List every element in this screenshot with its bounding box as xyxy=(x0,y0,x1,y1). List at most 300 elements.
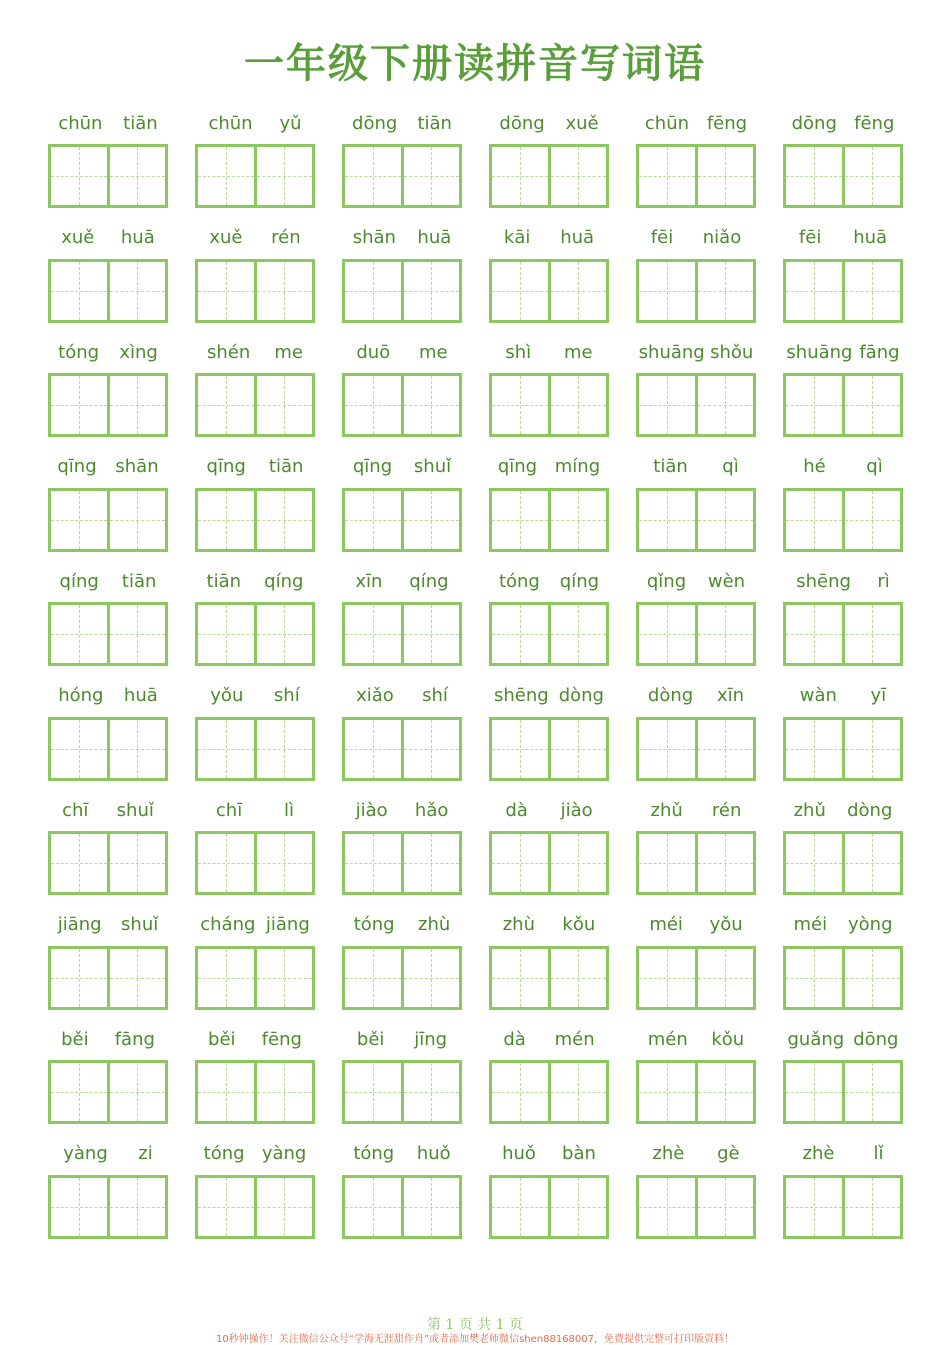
pinyin-syllable: yǒu xyxy=(210,685,244,706)
tianzige-box[interactable] xyxy=(786,1178,842,1236)
writing-boxes[interactable] xyxy=(48,144,168,208)
tianzige-box[interactable] xyxy=(842,376,901,434)
tianzige-box[interactable] xyxy=(107,491,166,549)
pinyin-syllable: xīn xyxy=(355,570,383,592)
tianzige-box[interactable] xyxy=(842,491,901,549)
pinyin-syllable: shí xyxy=(273,685,300,706)
writing-boxes[interactable] xyxy=(342,946,462,1010)
tianzige-box[interactable] xyxy=(695,605,754,663)
pinyin-syllable: xuě xyxy=(61,227,95,248)
pinyin-syllable: zhù xyxy=(418,914,451,935)
pinyin-syllable: xìng xyxy=(119,341,158,363)
writing-boxes[interactable] xyxy=(489,1060,609,1124)
tianzige-box[interactable] xyxy=(254,376,313,434)
tianzige-box[interactable] xyxy=(107,949,166,1007)
writing-boxes[interactable] xyxy=(636,488,756,552)
pinyin-syllable: gè xyxy=(717,1143,740,1164)
tianzige-box[interactable] xyxy=(786,147,842,205)
pinyin-syllable: xiǎo xyxy=(356,685,394,706)
tianzige-box[interactable] xyxy=(51,949,107,1007)
tianzige-box[interactable] xyxy=(548,605,607,663)
tianzige-box[interactable] xyxy=(548,262,607,320)
tianzige-box[interactable] xyxy=(345,949,401,1007)
tianzige-box[interactable] xyxy=(639,720,695,778)
writing-boxes[interactable] xyxy=(342,831,462,895)
pinyin-label xyxy=(489,452,609,482)
tianzige-box[interactable] xyxy=(695,491,754,549)
pinyin-label xyxy=(489,566,609,596)
pinyin-syllable: zhǔ xyxy=(650,799,683,821)
tianzige-box[interactable] xyxy=(492,262,548,320)
writing-boxes[interactable] xyxy=(48,488,168,552)
tianzige-box[interactable] xyxy=(695,1178,754,1236)
tianzige-box[interactable] xyxy=(639,376,695,434)
writing-boxes[interactable] xyxy=(195,373,315,437)
tianzige-box[interactable] xyxy=(401,1063,460,1121)
writing-boxes[interactable] xyxy=(636,1175,756,1239)
tianzige-box[interactable] xyxy=(198,262,254,320)
writing-boxes[interactable] xyxy=(783,831,903,895)
tianzige-box[interactable] xyxy=(401,1178,460,1236)
word-cell xyxy=(636,452,756,552)
pinyin-syllable: qīng xyxy=(497,456,538,477)
word-cell xyxy=(48,910,168,1010)
tianzige-box[interactable] xyxy=(401,605,460,663)
pinyin-label xyxy=(195,452,315,482)
tianzige-box[interactable] xyxy=(492,1178,548,1236)
pinyin-label xyxy=(195,108,315,138)
tianzige-box[interactable] xyxy=(492,605,548,663)
pinyin-syllable: tóng xyxy=(498,570,540,592)
tianzige-box[interactable] xyxy=(842,949,901,1007)
tianzige-box[interactable] xyxy=(198,834,254,892)
pinyin-syllable: běi xyxy=(61,1028,89,1050)
writing-boxes[interactable] xyxy=(48,717,168,781)
tianzige-box[interactable] xyxy=(254,949,313,1007)
writing-boxes[interactable] xyxy=(195,488,315,552)
word-cell xyxy=(195,910,315,1010)
tianzige-box[interactable] xyxy=(401,262,460,320)
tianzige-box[interactable] xyxy=(639,834,695,892)
word-cell xyxy=(342,223,462,323)
tianzige-box[interactable] xyxy=(198,720,254,778)
pinyin-syllable: fēi xyxy=(798,227,822,248)
tianzige-box[interactable] xyxy=(401,834,460,892)
word-cell xyxy=(489,910,609,1010)
pinyin-syllable: huā xyxy=(120,227,155,248)
writing-boxes[interactable] xyxy=(195,717,315,781)
pinyin-label xyxy=(342,681,462,711)
pinyin-syllable: chī xyxy=(215,799,243,821)
pinyin-syllable: tóng xyxy=(353,914,395,935)
tianzige-box[interactable] xyxy=(198,376,254,434)
tianzige-box[interactable] xyxy=(842,1063,901,1121)
pinyin-label xyxy=(342,566,462,596)
tianzige-box[interactable] xyxy=(254,491,313,549)
pinyin-label xyxy=(636,681,756,711)
writing-boxes[interactable] xyxy=(783,602,903,666)
writing-boxes[interactable] xyxy=(636,602,756,666)
tianzige-box[interactable] xyxy=(842,147,901,205)
tianzige-box[interactable] xyxy=(492,834,548,892)
tianzige-box[interactable] xyxy=(548,720,607,778)
tianzige-box[interactable] xyxy=(842,1178,901,1236)
writing-boxes[interactable] xyxy=(342,602,462,666)
tianzige-box[interactable] xyxy=(345,376,401,434)
pinyin-label xyxy=(342,1139,462,1169)
tianzige-box[interactable] xyxy=(842,720,901,778)
writing-boxes[interactable] xyxy=(489,488,609,552)
tianzige-box[interactable] xyxy=(786,605,842,663)
writing-boxes[interactable] xyxy=(195,831,315,895)
tianzige-box[interactable] xyxy=(639,262,695,320)
pinyin-syllable: shuǐ xyxy=(413,456,452,477)
pinyin-label xyxy=(342,795,462,825)
pinyin-syllable: dōng xyxy=(352,112,398,134)
tianzige-box[interactable] xyxy=(198,1063,254,1121)
tianzige-box[interactable] xyxy=(51,834,107,892)
word-cell xyxy=(195,1139,315,1239)
tianzige-box[interactable] xyxy=(401,376,460,434)
pinyin-syllable: qíng xyxy=(559,570,600,592)
page-number: 第 1 页 共 1 页 xyxy=(426,1317,524,1333)
writing-boxes[interactable] xyxy=(195,602,315,666)
tianzige-box[interactable] xyxy=(492,1063,548,1121)
tianzige-box[interactable] xyxy=(107,605,166,663)
tianzige-box[interactable] xyxy=(254,1178,313,1236)
writing-boxes[interactable] xyxy=(48,946,168,1010)
tianzige-box[interactable] xyxy=(198,147,254,205)
word-cell xyxy=(783,337,903,437)
pinyin-syllable: tiān xyxy=(123,112,158,134)
tianzige-box[interactable] xyxy=(254,720,313,778)
writing-boxes[interactable] xyxy=(489,373,609,437)
writing-boxes[interactable] xyxy=(783,1060,903,1124)
writing-boxes[interactable] xyxy=(489,946,609,1010)
word-cell xyxy=(342,681,462,781)
tianzige-box[interactable] xyxy=(254,605,313,663)
writing-boxes[interactable] xyxy=(195,144,315,208)
tianzige-box[interactable] xyxy=(198,949,254,1007)
tianzige-box[interactable] xyxy=(51,147,107,205)
writing-boxes[interactable] xyxy=(342,717,462,781)
writing-boxes[interactable] xyxy=(636,259,756,323)
pinyin-syllable: zhè xyxy=(802,1143,835,1164)
pinyin-syllable: xuě xyxy=(209,227,243,248)
tianzige-box[interactable] xyxy=(492,720,548,778)
tianzige-box[interactable] xyxy=(786,949,842,1007)
pinyin-label xyxy=(489,1024,609,1054)
tianzige-box[interactable] xyxy=(492,491,548,549)
writing-boxes[interactable] xyxy=(489,717,609,781)
tianzige-box[interactable] xyxy=(639,949,695,1007)
writing-boxes[interactable] xyxy=(342,259,462,323)
writing-boxes[interactable] xyxy=(636,144,756,208)
tianzige-box[interactable] xyxy=(548,949,607,1007)
tianzige-box[interactable] xyxy=(695,1063,754,1121)
writing-boxes[interactable] xyxy=(636,717,756,781)
word-cell xyxy=(636,566,756,666)
tianzige-box[interactable] xyxy=(51,1178,107,1236)
writing-boxes[interactable] xyxy=(636,946,756,1010)
pinyin-label xyxy=(48,910,168,940)
writing-boxes[interactable] xyxy=(636,373,756,437)
tianzige-box[interactable] xyxy=(198,1178,254,1236)
word-cell xyxy=(195,681,315,781)
tianzige-box[interactable] xyxy=(492,376,548,434)
pinyin-label xyxy=(783,108,903,138)
writing-boxes[interactable] xyxy=(783,1175,903,1239)
tianzige-box[interactable] xyxy=(842,834,901,892)
pinyin-syllable: chūn xyxy=(644,112,690,134)
writing-boxes[interactable] xyxy=(48,1060,168,1124)
pinyin-label xyxy=(783,795,903,825)
word-cell xyxy=(636,910,756,1010)
tianzige-box[interactable] xyxy=(254,834,313,892)
writing-boxes[interactable] xyxy=(783,717,903,781)
pinyin-label xyxy=(195,1024,315,1054)
tianzige-box[interactable] xyxy=(51,376,107,434)
tianzige-box[interactable] xyxy=(107,262,166,320)
pinyin-syllable: qíng xyxy=(409,570,449,592)
pinyin-label xyxy=(489,910,609,940)
writing-boxes[interactable] xyxy=(783,373,903,437)
tianzige-box[interactable] xyxy=(345,720,401,778)
tianzige-box[interactable] xyxy=(51,720,107,778)
word-cell xyxy=(489,223,609,323)
tianzige-box[interactable] xyxy=(695,376,754,434)
pinyin-syllable: mén xyxy=(554,1028,595,1050)
writing-boxes[interactable] xyxy=(489,602,609,666)
word-cell xyxy=(636,681,756,781)
writing-boxes[interactable] xyxy=(489,144,609,208)
pinyin-label xyxy=(195,566,315,596)
tianzige-box[interactable] xyxy=(695,834,754,892)
tianzige-box[interactable] xyxy=(639,1063,695,1121)
word-cell xyxy=(783,1139,903,1239)
tianzige-box[interactable] xyxy=(401,491,460,549)
tianzige-box[interactable] xyxy=(548,1178,607,1236)
pinyin-label xyxy=(195,337,315,367)
tianzige-box[interactable] xyxy=(198,605,254,663)
writing-boxes[interactable] xyxy=(48,831,168,895)
tianzige-box[interactable] xyxy=(345,1063,401,1121)
pinyin-syllable: qīng xyxy=(352,456,393,477)
pinyin-syllable: tóng xyxy=(353,1143,395,1164)
writing-boxes[interactable] xyxy=(489,1175,609,1239)
writing-boxes[interactable] xyxy=(783,946,903,1010)
tianzige-box[interactable] xyxy=(842,262,901,320)
tianzige-box[interactable] xyxy=(254,262,313,320)
word-cell xyxy=(783,1024,903,1124)
pinyin-label xyxy=(636,1139,756,1169)
word-cell xyxy=(342,1139,462,1239)
pinyin-label xyxy=(636,108,756,138)
tianzige-box[interactable] xyxy=(107,147,166,205)
tianzige-box[interactable] xyxy=(107,834,166,892)
tianzige-box[interactable] xyxy=(107,1063,166,1121)
tianzige-box[interactable] xyxy=(254,147,313,205)
tianzige-box[interactable] xyxy=(51,1063,107,1121)
word-cell xyxy=(489,337,609,437)
tianzige-box[interactable] xyxy=(492,147,548,205)
tianzige-box[interactable] xyxy=(51,262,107,320)
writing-boxes[interactable] xyxy=(636,1060,756,1124)
tianzige-box[interactable] xyxy=(51,605,107,663)
tianzige-box[interactable] xyxy=(786,491,842,549)
pinyin-label xyxy=(783,223,903,253)
tianzige-box[interactable] xyxy=(492,949,548,1007)
tianzige-box[interactable] xyxy=(345,605,401,663)
writing-boxes[interactable] xyxy=(195,1060,315,1124)
tianzige-box[interactable] xyxy=(254,1063,313,1121)
pinyin-syllable: jiāng xyxy=(57,914,102,935)
word-cell xyxy=(489,795,609,895)
tianzige-box[interactable] xyxy=(345,834,401,892)
word-cell xyxy=(342,910,462,1010)
pinyin-label xyxy=(489,795,609,825)
pinyin-syllable: chūn xyxy=(208,112,253,134)
pinyin-syllable: huā xyxy=(123,685,158,706)
writing-boxes[interactable] xyxy=(48,259,168,323)
pinyin-syllable: yàng xyxy=(261,1143,307,1164)
word-cell xyxy=(783,795,903,895)
writing-boxes[interactable] xyxy=(195,946,315,1010)
word-cell xyxy=(195,566,315,666)
tianzige-box[interactable] xyxy=(345,147,401,205)
tianzige-box[interactable] xyxy=(548,376,607,434)
tianzige-box[interactable] xyxy=(107,720,166,778)
writing-boxes[interactable] xyxy=(48,602,168,666)
writing-boxes[interactable] xyxy=(48,1175,168,1239)
pinyin-label xyxy=(195,910,315,940)
pinyin-syllable: shuǐ xyxy=(121,914,159,935)
pinyin-syllable: qì xyxy=(866,456,883,477)
pinyin-syllable: wèn xyxy=(707,570,746,592)
tianzige-box[interactable] xyxy=(695,949,754,1007)
tianzige-box[interactable] xyxy=(786,720,842,778)
pinyin-syllable: dòng xyxy=(847,799,893,821)
pinyin-syllable: zhè xyxy=(652,1143,685,1164)
writing-boxes[interactable] xyxy=(489,831,609,895)
pinyin-syllable: dà xyxy=(505,799,528,821)
pinyin-label xyxy=(636,566,756,596)
writing-boxes[interactable] xyxy=(636,831,756,895)
word-cell xyxy=(48,337,168,437)
word-cell xyxy=(342,795,462,895)
tianzige-box[interactable] xyxy=(695,147,754,205)
tianzige-box[interactable] xyxy=(345,1178,401,1236)
tianzige-box[interactable] xyxy=(639,605,695,663)
pinyin-syllable: duō xyxy=(356,341,391,363)
pinyin-syllable: kǒu xyxy=(562,914,596,935)
pinyin-syllable: zhù xyxy=(502,914,535,935)
pinyin-syllable: shēng xyxy=(494,685,549,706)
pinyin-label xyxy=(783,681,903,711)
word-cell xyxy=(342,108,462,208)
tianzige-box[interactable] xyxy=(639,147,695,205)
writing-boxes[interactable] xyxy=(342,373,462,437)
tianzige-box[interactable] xyxy=(786,376,842,434)
tianzige-box[interactable] xyxy=(401,949,460,1007)
tianzige-box[interactable] xyxy=(345,262,401,320)
pinyin-syllable: shuāng xyxy=(638,341,705,363)
pinyin-label xyxy=(48,223,168,253)
pinyin-label xyxy=(342,337,462,367)
pinyin-syllable: huā xyxy=(560,227,595,248)
tianzige-box[interactable] xyxy=(842,605,901,663)
writing-boxes[interactable] xyxy=(195,259,315,323)
pinyin-label xyxy=(195,223,315,253)
word-cell xyxy=(342,566,462,666)
tianzige-box[interactable] xyxy=(786,1063,842,1121)
pinyin-label xyxy=(636,452,756,482)
tianzige-box[interactable] xyxy=(639,1178,695,1236)
tianzige-box[interactable] xyxy=(107,1178,166,1236)
writing-boxes[interactable] xyxy=(783,488,903,552)
word-cell xyxy=(636,223,756,323)
writing-boxes[interactable] xyxy=(342,1175,462,1239)
pinyin-syllable: xīn xyxy=(717,685,745,706)
pinyin-label xyxy=(783,337,903,367)
pinyin-label xyxy=(48,452,168,482)
tianzige-box[interactable] xyxy=(695,720,754,778)
tianzige-box[interactable] xyxy=(548,147,607,205)
tianzige-box[interactable] xyxy=(548,834,607,892)
tianzige-box[interactable] xyxy=(198,491,254,549)
tianzige-box[interactable] xyxy=(401,147,460,205)
pinyin-syllable: dòng xyxy=(647,685,694,706)
pinyin-label xyxy=(48,566,168,596)
pinyin-syllable: yòng xyxy=(848,914,893,935)
writing-boxes[interactable] xyxy=(783,144,903,208)
writing-boxes[interactable] xyxy=(342,144,462,208)
tianzige-box[interactable] xyxy=(548,1063,607,1121)
tianzige-box[interactable] xyxy=(786,834,842,892)
writing-boxes[interactable] xyxy=(489,259,609,323)
page-title: 一年级下册读拼音写词语 xyxy=(244,41,706,87)
pinyin-syllable: jiāng xyxy=(265,914,310,935)
tianzige-box[interactable] xyxy=(786,262,842,320)
pinyin-label xyxy=(195,1139,315,1169)
writing-boxes[interactable] xyxy=(342,488,462,552)
word-cell xyxy=(489,452,609,552)
tianzige-box[interactable] xyxy=(345,491,401,549)
tianzige-box[interactable] xyxy=(548,491,607,549)
word-cell xyxy=(783,223,903,323)
pinyin-syllable: tiān xyxy=(417,112,452,134)
pinyin-syllable: shǒu xyxy=(710,341,754,363)
tianzige-box[interactable] xyxy=(51,491,107,549)
pinyin-syllable: tiān xyxy=(653,456,688,477)
writing-boxes[interactable] xyxy=(195,1175,315,1239)
pinyin-syllable: me xyxy=(563,341,593,363)
tianzige-box[interactable] xyxy=(639,491,695,549)
pinyin-label xyxy=(636,337,756,367)
pinyin-syllable: rén xyxy=(711,799,742,821)
writing-boxes[interactable] xyxy=(48,373,168,437)
tianzige-box[interactable] xyxy=(401,720,460,778)
tianzige-box[interactable] xyxy=(107,376,166,434)
pinyin-syllable: chī xyxy=(62,799,89,821)
writing-boxes[interactable] xyxy=(342,1060,462,1124)
pinyin-syllable: zi xyxy=(138,1143,153,1164)
pinyin-syllable: jīng xyxy=(414,1028,448,1050)
tianzige-box[interactable] xyxy=(695,262,754,320)
pinyin-syllable: yī xyxy=(870,685,887,706)
writing-boxes[interactable] xyxy=(783,259,903,323)
pinyin-syllable: xuě xyxy=(565,112,599,134)
